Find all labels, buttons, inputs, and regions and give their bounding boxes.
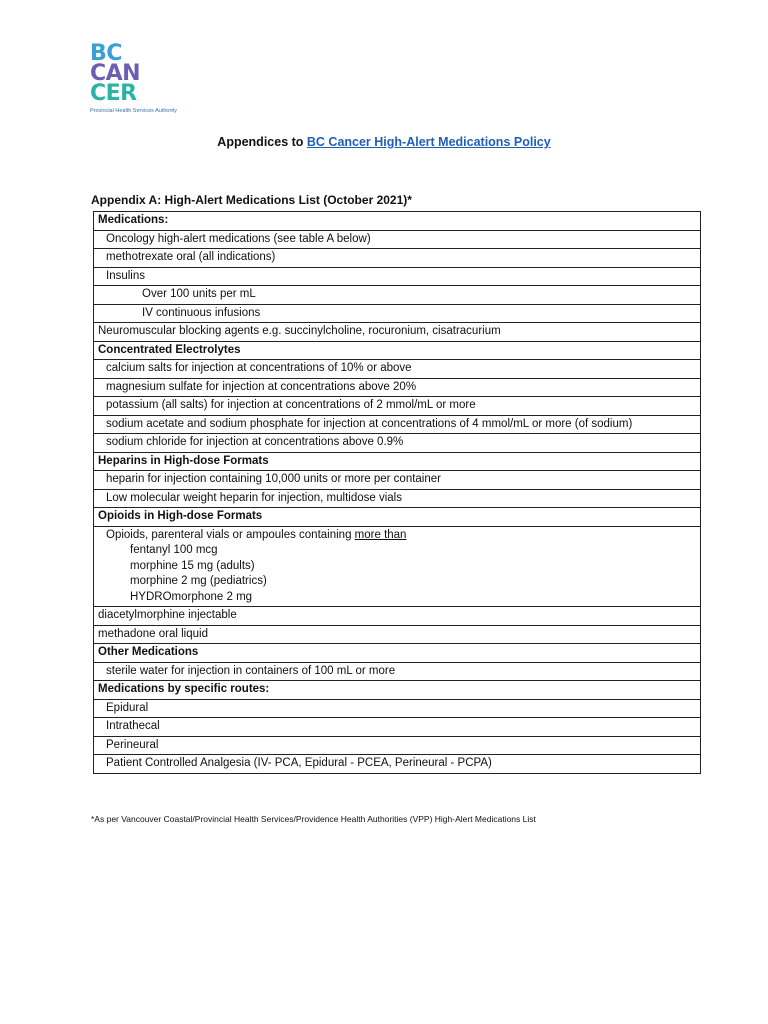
table-cell: methotrexate oral (all indications) <box>94 249 701 268</box>
table-cell: sodium chloride for injection at concentrations above 0.9% <box>94 434 701 453</box>
table-cell: Over 100 units per mL <box>94 286 701 305</box>
table-row <box>94 378 701 397</box>
logo-line-1: BC <box>90 41 122 66</box>
table-row <box>94 267 701 286</box>
table-cell: calcium salts for injection at concentrations of 10% or above <box>94 360 701 379</box>
heading-prefix: Appendices to <box>217 135 307 149</box>
table-row <box>94 452 701 471</box>
table-cell: magnesium sulfate for injection at concentrations above 20% <box>94 378 701 397</box>
table-row <box>94 249 701 268</box>
table-row <box>94 230 701 249</box>
logo-line-3: CER <box>90 81 137 106</box>
table-cell: heparin for injection containing 10,000 units or more per container <box>94 471 701 490</box>
bc-cancer-logo <box>90 41 200 114</box>
table-cell: Neuromuscular blocking agents e.g. succinylcholine, rocuronium, cisatracurium <box>94 323 701 342</box>
table-cell: diacetylmorphine injectable <box>94 607 701 626</box>
table-row <box>94 212 701 231</box>
table-cell: Oncology high-alert medications (see table A below) <box>94 230 701 249</box>
table-cell: Intrathecal <box>94 718 701 737</box>
table-row <box>94 736 701 755</box>
opioid-list-cell <box>94 526 701 607</box>
table-cell: Patient Controlled Analgesia (IV- PCA, Epidural - PCEA, Perineural - PCPA) <box>94 755 701 774</box>
opioid-emphasis: more than <box>354 528 407 541</box>
appendix-title: Appendix A: High-Alert Medications List (October 2021)* <box>91 193 412 207</box>
policy-link[interactable]: BC Cancer High-Alert Medications Policy <box>306 135 551 149</box>
logo-line-2: CAN <box>90 61 141 86</box>
table-row <box>94 360 701 379</box>
table-cell: Insulins <box>94 267 701 286</box>
table-cell: Perineural <box>94 736 701 755</box>
table-row <box>94 681 701 700</box>
table-row <box>94 397 701 416</box>
opioid-item: fentanyl 100 mcg <box>130 544 218 556</box>
table-row <box>94 526 701 607</box>
section-header: Medications by specific routes: <box>94 681 701 700</box>
table-cell: Epidural <box>94 699 701 718</box>
table-row <box>94 625 701 644</box>
high-alert-medications-table <box>93 211 701 774</box>
footnote: *As per Vancouver Coastal/Provincial Health Services/Providence Health Authorities (VPP) High-Alert Medications List <box>91 814 536 824</box>
table-row <box>94 323 701 342</box>
table-row <box>94 662 701 681</box>
opioid-item: morphine 15 mg (adults) <box>130 559 255 572</box>
table-row <box>94 755 701 774</box>
page-heading <box>0 135 768 149</box>
section-header: Opioids in High-dose Formats <box>94 508 701 527</box>
table-row <box>94 607 701 626</box>
section-header: Other Medications <box>94 644 701 663</box>
table-row <box>94 286 701 305</box>
table-row <box>94 699 701 718</box>
table-row <box>94 508 701 527</box>
table-cell: potassium (all salts) for injection at concentrations of 2 mmol/mL or more <box>94 397 701 416</box>
table-row <box>94 415 701 434</box>
table-row <box>94 341 701 360</box>
table-cell: Low molecular weight heparin for injection, multidose vials <box>94 489 701 508</box>
table-row <box>94 434 701 453</box>
table-cell: IV continuous infusions <box>94 304 701 323</box>
table-cell: sterile water for injection in containers of 100 mL or more <box>94 662 701 681</box>
section-header: Medications: <box>94 212 701 231</box>
opioid-item: HYDROmorphone 2 mg <box>130 590 253 603</box>
table-row <box>94 718 701 737</box>
table-cell: sodium acetate and sodium phosphate for injection at concentrations of 4 mmol/mL or more (of sodium) <box>94 415 701 434</box>
section-header: Heparins in High-dose Formats <box>94 452 701 471</box>
table-row <box>94 489 701 508</box>
section-header: Concentrated Electrolytes <box>94 341 701 360</box>
opioid-intro: Opioids, parenteral vials or ampoules containing <box>106 528 355 541</box>
table-row <box>94 304 701 323</box>
logo-subtitle: Provincial Health Services Authority <box>90 108 177 114</box>
table-cell: methadone oral liquid <box>94 625 701 644</box>
opioid-item: morphine 2 mg (pediatrics) <box>130 575 267 587</box>
table-row <box>94 644 701 663</box>
table-row <box>94 471 701 490</box>
